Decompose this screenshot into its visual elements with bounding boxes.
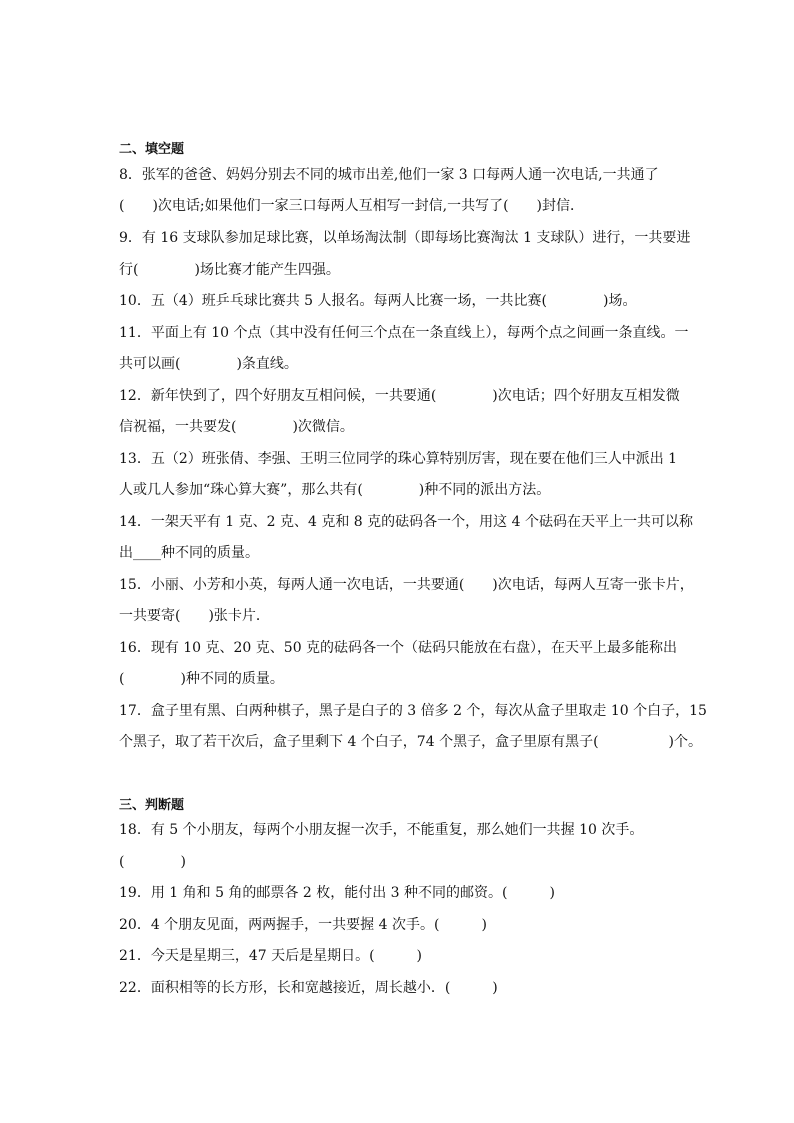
question-9-line-1: 9．有 16 支球队参加足球比赛，以单场淘汰制（即每场比赛淘汰 1 支球队）进行，一共要进 <box>119 230 691 246</box>
question-16-line-2: ( )种不同的质量。 <box>119 671 284 687</box>
question-19-line-1: 19．用 1 角和 5 角的邮票各 2 枚，能付出 3 种不同的邮资。( ) <box>119 885 555 901</box>
question-20-line-1: 20．4 个朋友见面，两两握手，一共要握 4 次手。( ) <box>119 917 487 933</box>
question-9-line-2: 行( )场比赛才能产生四强。 <box>119 262 340 278</box>
question-16-line-1: 16．现有 10 克、20 克、50 克的砝码各一个（砝码只能放在右盘），在天平上最多能称出 <box>119 640 678 656</box>
question-8-line-2: ( )次电话;如果他们一家三口每两人互相写一封信,一共写了( )封信． <box>119 198 585 214</box>
question-22-line-1: 22．面积相等的长方形，长和宽越接近，周长越小．( ) <box>119 980 498 996</box>
question-12-line-2: 信祝福，一共要发( )次微信。 <box>119 419 354 435</box>
question-17-line-2: 个黑子，取了若干次后，盒子里剩下 4 个白子，74 个黑子，盒子里原有黑子( )个。 <box>119 734 702 750</box>
question-17-line-1: 17．盒子里有黑、白两种棋子，黑子是白子的 3 倍多 2 个，每次从盒子里取走 10 个白子，15 <box>119 703 707 719</box>
question-13-line-1: 13．五（2）班张倩、李强、王明三位同学的珠心算特别厉害，现在要在他们三人中派出 1 <box>119 451 678 467</box>
question-14-line-2: 出____种不同的质量。 <box>119 545 259 561</box>
question-11-line-1: 11．平面上有 10 个点（其中没有任何三个点在一条直线上），每两个点之间画一条直线。一 <box>119 325 689 341</box>
question-8-line-1: 8．张军的爸爸、妈妈分别去不同的城市出差,他们一家 3 口每两人通一次电话,一共通了 <box>119 167 659 183</box>
section-heading-fill-in: 二、填空题 <box>119 142 185 157</box>
question-11-line-2: 共可以画( )条直线。 <box>119 356 298 372</box>
question-15-line-1: 15．小丽、小芳和小英，每两人通一次电话，一共要通( )次电话，每两人互寄一张卡片， <box>119 577 694 593</box>
question-10-line-1: 10．五（4）班乒乓球比赛共 5 人报名。每两人比赛一场，一共比赛( )场。 <box>119 293 637 309</box>
question-12-line-1: 12．新年快到了，四个好朋友互相问候，一共要通( )次电话；四个好朋友互相发微 <box>119 388 680 404</box>
section-heading-true-false: 三、判断题 <box>119 798 185 813</box>
question-21-line-1: 21．今天是星期三，47 天后是星期日。( ) <box>119 948 423 964</box>
question-14-line-1: 14．一架天平有 1 克、2 克、4 克和 8 克的砝码各一个，用这 4 个砝码在天平上一共可以称 <box>119 514 693 530</box>
question-18-line-2: ( ) <box>119 854 186 870</box>
question-18-line-1: 18．有 5 个小朋友，每两个小朋友握一次手，不能重复，那么她们一共握 10 次手。 <box>119 822 644 838</box>
question-13-line-2: 人或几人参加“珠心算大赛”，那么共有( )种不同的派出方法。 <box>119 482 551 498</box>
question-15-line-2: 一共要寄( )张卡片． <box>119 608 270 624</box>
